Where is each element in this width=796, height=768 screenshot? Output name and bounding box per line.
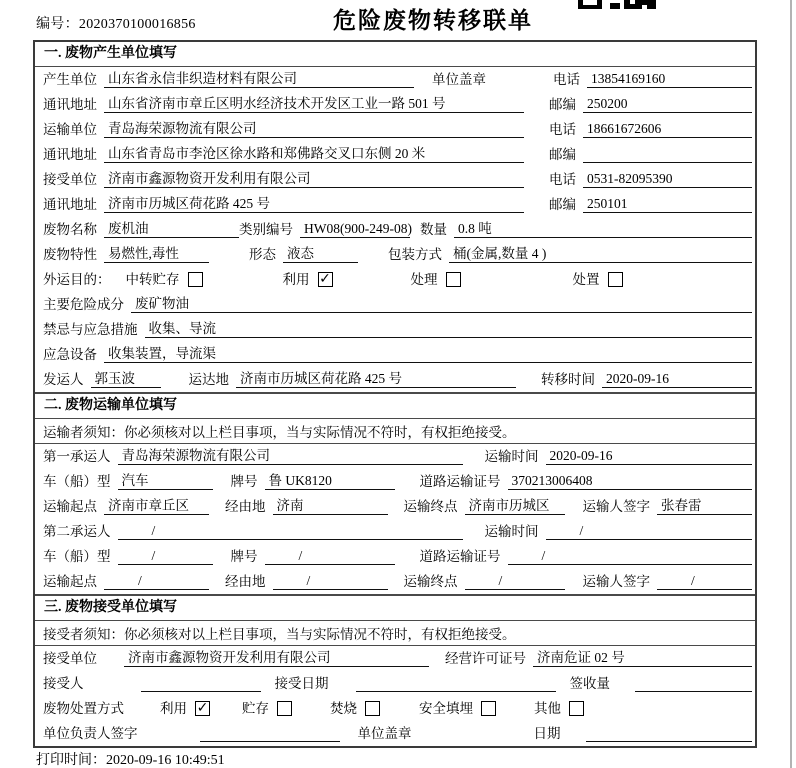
field-label-receiver-unit: 接受单位 [43, 172, 97, 187]
field-value-first-carrier: 青岛海荣源物流有限公司 [118, 444, 463, 465]
field-value-plate-number-2: / [265, 548, 395, 565]
field-label-transport-address: 通讯地址 [43, 147, 97, 162]
field-label-producer-phone: 电话 [553, 72, 580, 87]
field-value-waste-property: 易燃性,毒性 [104, 242, 209, 263]
doc-number-label: 编号： [36, 17, 79, 32]
field-label-via-1: 经由地 [225, 499, 266, 514]
form-row [35, 242, 755, 267]
section-title-waste-transporter: 二. 废物运输单位填写 [35, 394, 755, 419]
section-waste-receiver [35, 594, 755, 746]
field-label-producer-unit: 产生单位 [43, 72, 97, 87]
field-value-via-2: / [273, 573, 388, 590]
checkbox-empty-icon [446, 272, 461, 287]
checkbox-empty-icon [569, 701, 584, 716]
checkbox-checked-icon: ✓ [196, 699, 209, 716]
field-value-origin-2: / [104, 573, 209, 590]
checkbox-label-purpose-transfer-storage: 中转贮存 [125, 272, 180, 287]
print-time-value: 2020-09-16 10:49:51 [106, 753, 225, 768]
checkbox-label-disposal-incinerate: 焚烧 [330, 701, 357, 716]
form-row [35, 292, 755, 317]
checkbox-label-disposal-landfill: 安全填埋 [419, 701, 473, 716]
field-label-transport-phone: 电话 [549, 122, 576, 137]
checkbox-item-disposal-other [534, 697, 584, 717]
checkbox-item-disposal-landfill [419, 697, 496, 717]
field-label-vehicle-type-1: 车（船）型 [43, 474, 111, 489]
field-label-carrier-signature-1: 运输人签字 [582, 499, 650, 514]
form-row [35, 544, 755, 569]
field-value-packaging: 桶(金属,数量 4 ) [449, 242, 752, 263]
field-label-form-state: 形态 [249, 247, 276, 262]
field-value-license-number: 济南危证 02 号 [533, 646, 752, 667]
field-label-vehicle-type-2: 车（船）型 [43, 549, 111, 564]
checkbox-label-disposal-other: 其他 [534, 701, 561, 716]
field-value-producer-unit: 山东省永信非织造材料有限公司 [104, 67, 414, 88]
qr-block [610, 3, 620, 9]
field-label-acceptor: 接受人 [43, 676, 84, 691]
field-value-receiver-phone: 0531-82095390 [583, 171, 752, 188]
field-label-first-carrier: 第一承运人 [43, 449, 111, 464]
field-label-origin-2: 运输起点 [43, 574, 97, 589]
qr-block [624, 0, 656, 9]
field-label-terminus-1: 运输终点 [403, 499, 458, 514]
qr-block [630, 0, 635, 4]
checkbox-label-disposal-utilize: 利用 [160, 701, 187, 716]
field-value-contraindication-measures: 收集、导流 [145, 317, 753, 338]
form-row [35, 342, 755, 367]
field-value-plate-number-1: 鲁 UK8120 [265, 469, 395, 490]
field-value-accept-unit: 济南市鑫源物资开发利用有限公司 [124, 646, 429, 667]
checkbox-label-purpose-treat: 处理 [410, 272, 438, 287]
field-value-accept-seal-date [586, 726, 753, 742]
field-value-via-1: 济南 [273, 494, 388, 515]
form-row [35, 569, 755, 594]
checkbox-item-purpose-treat [411, 268, 461, 288]
field-value-signed-quantity [635, 676, 752, 692]
checkbox-item-disposal-utilize [160, 697, 210, 717]
field-label-license-number: 经营许可证号 [445, 651, 526, 666]
form-table [33, 40, 757, 748]
field-label-responsible-signature: 单位负责人签字 [43, 726, 138, 741]
form-row [35, 167, 755, 192]
field-label-accept-seal-date: 日期 [533, 726, 561, 741]
field-label-destination: 运达地 [188, 372, 229, 387]
field-value-carrier-signature-1: 张春雷 [657, 494, 752, 515]
form-row [35, 92, 755, 117]
field-value-waste-name: 废机油 [104, 217, 239, 238]
field-label-road-permit-2: 道路运输证号 [419, 549, 501, 564]
field-value-producer-postcode: 250200 [583, 96, 752, 113]
field-value-carrier-signature-2: / [657, 573, 752, 590]
field-label-transport-time-2: 运输时间 [484, 524, 539, 539]
note-transporter-notice: 运输者须知：你必须核对以上栏目事项，当与实际情况不符时，有权拒绝接受。 [35, 419, 755, 444]
section-waste-transporter [35, 392, 755, 594]
field-label-transport-time-1: 运输时间 [484, 449, 539, 464]
form-row [35, 671, 755, 696]
field-value-acceptor [141, 676, 261, 692]
field-label-transport-postcode: 邮编 [549, 147, 576, 162]
field-value-second-carrier: / [118, 523, 463, 540]
field-value-transport-unit: 青岛海荣源物流有限公司 [104, 117, 524, 138]
field-value-road-permit-1: 370213006408 [508, 473, 753, 490]
field-value-transport-time-1: 2020-09-16 [546, 448, 753, 465]
field-label-second-carrier: 第二承运人 [43, 524, 111, 539]
field-value-transport-time-2: / [546, 523, 753, 540]
checkbox-item-purpose-dispose [573, 268, 623, 288]
field-label-consignor: 发运人 [43, 372, 84, 387]
field-label-terminus-2: 运输终点 [403, 574, 458, 589]
checkbox-item-purpose-transfer-storage [126, 268, 203, 288]
field-label-road-permit-1: 道路运输证号 [419, 474, 501, 489]
form-row [35, 367, 755, 392]
form-row [35, 217, 755, 242]
field-label-origin-1: 运输起点 [43, 499, 97, 514]
form-row [35, 469, 755, 494]
field-label-receiver-phone: 电话 [549, 172, 576, 187]
field-label-plate-number-2: 牌号 [230, 549, 258, 564]
field-label-contraindication-measures: 禁忌与应急措施 [43, 322, 138, 337]
field-label-disposal-method: 废物处置方式 [43, 701, 124, 716]
field-value-vehicle-type-2: / [118, 548, 213, 565]
field-label-plate-number-1: 牌号 [230, 474, 258, 489]
field-value-origin-1: 济南市章丘区 [104, 494, 209, 515]
field-value-accept-date [356, 676, 556, 692]
form-row [35, 317, 755, 342]
form-row [35, 696, 755, 721]
field-label-waste-property: 废物特性 [43, 247, 97, 262]
field-label-signed-quantity: 签收量 [569, 676, 610, 691]
field-label-unit-seal: 单位盖章 [432, 72, 486, 87]
qr-code-fragment-icon [578, 0, 658, 9]
print-time [36, 749, 225, 768]
field-label-packaging: 包装方式 [388, 247, 442, 262]
field-value-producer-address: 山东省济南市章丘区明水经济技术开发区工业一路 501 号 [104, 92, 524, 113]
field-label-main-hazard: 主要危险成分 [43, 297, 124, 312]
field-label-producer-postcode: 邮编 [549, 97, 576, 112]
note-receiver-notice: 接受者须知：你必须核对以上栏目事项，当与实际情况不符时，有权拒绝接受。 [35, 621, 755, 646]
field-value-road-permit-2: / [508, 548, 753, 565]
field-value-destination: 济南市历城区荷花路 425 号 [236, 367, 516, 388]
form-row [35, 519, 755, 544]
section-title-waste-receiver: 三. 废物接受单位填写 [35, 596, 755, 621]
checkbox-checked-icon: ✓ [319, 270, 331, 287]
field-label-outbound-purpose: 外运目的： [43, 272, 111, 287]
field-value-transport-postcode [583, 147, 752, 163]
field-label-receiver-postcode: 邮编 [549, 197, 576, 212]
form-row [35, 646, 755, 671]
field-label-accept-date: 接受日期 [274, 676, 329, 691]
checkbox-item-purpose-utilize [283, 268, 333, 288]
field-label-carrier-signature-2: 运输人签字 [582, 574, 650, 589]
qr-block [583, 0, 597, 5]
field-label-quantity: 数量 [420, 222, 447, 237]
field-value-receiver-address: 济南市历城区荷花路 425 号 [104, 192, 524, 213]
page-edge-line [790, 0, 792, 768]
checkbox-item-disposal-incinerate [330, 697, 380, 717]
field-label-via-2: 经由地 [225, 574, 266, 589]
field-value-quantity: 0.8 吨 [454, 217, 752, 238]
page-title: 危险废物转移联单 [333, 8, 533, 33]
field-value-emergency-equipment: 收集装置，导流渠 [104, 342, 752, 363]
checkbox-empty-icon [481, 701, 496, 716]
field-value-terminus-1: 济南市历城区 [465, 494, 565, 515]
field-label-accept-unit: 接受单位 [43, 651, 97, 666]
field-value-transport-address: 山东省青岛市李沧区徐水路和郑佛路交叉口东侧 20 米 [104, 142, 524, 163]
form-row [35, 721, 755, 746]
form-row [35, 117, 755, 142]
checkbox-empty-icon [608, 272, 623, 287]
checkbox-empty-icon [365, 701, 380, 716]
field-value-main-hazard: 废矿物油 [131, 292, 752, 313]
field-label-receiver-address: 通讯地址 [43, 197, 97, 212]
checkbox-label-purpose-utilize: 利用 [282, 272, 310, 287]
section-title-waste-producer: 一. 废物产生单位填写 [35, 42, 755, 67]
doc-number-value: 2020370100016856 [78, 17, 196, 32]
form-row [35, 267, 755, 292]
form-row [35, 142, 755, 167]
field-label-unit-seal-receiver: 单位盖章 [357, 726, 412, 741]
form-row [35, 67, 755, 92]
print-time-label: 打印时间： [36, 753, 106, 768]
field-label-producer-address: 通讯地址 [43, 97, 97, 112]
field-label-emergency-equipment: 应急设备 [43, 347, 97, 362]
field-value-category-code: HW08(900-249-08) [300, 221, 410, 238]
field-value-terminus-2: / [465, 573, 565, 590]
checkbox-item-disposal-storage [242, 697, 292, 717]
field-label-transfer-time: 转移时间 [541, 372, 595, 387]
qr-block [642, 5, 647, 9]
checkbox-empty-icon [188, 272, 203, 287]
field-value-consignor: 郭玉波 [91, 367, 161, 388]
field-value-form-state: 液态 [283, 242, 358, 263]
field-label-waste-name: 废物名称 [43, 222, 97, 237]
form-row [35, 444, 755, 469]
field-value-vehicle-type-1: 汽车 [118, 469, 213, 490]
checkbox-label-disposal-storage: 贮存 [242, 701, 269, 716]
field-value-receiver-postcode: 250101 [583, 196, 752, 213]
field-value-receiver-unit: 济南市鑫源物资开发利用有限公司 [104, 167, 524, 188]
field-value-producer-phone: 13854169160 [587, 71, 752, 88]
field-value-transfer-time: 2020-09-16 [602, 371, 752, 388]
field-value-transport-phone: 18661672606 [583, 121, 752, 138]
checkbox-empty-icon [277, 701, 292, 716]
form-row [35, 192, 755, 217]
checkbox-label-purpose-dispose: 处置 [572, 272, 600, 287]
field-label-category-code: 类别编号 [239, 222, 293, 237]
section-waste-producer [35, 42, 755, 392]
field-label-transport-unit: 运输单位 [43, 122, 97, 137]
form-row [35, 494, 755, 519]
field-value-responsible-signature [200, 726, 340, 742]
